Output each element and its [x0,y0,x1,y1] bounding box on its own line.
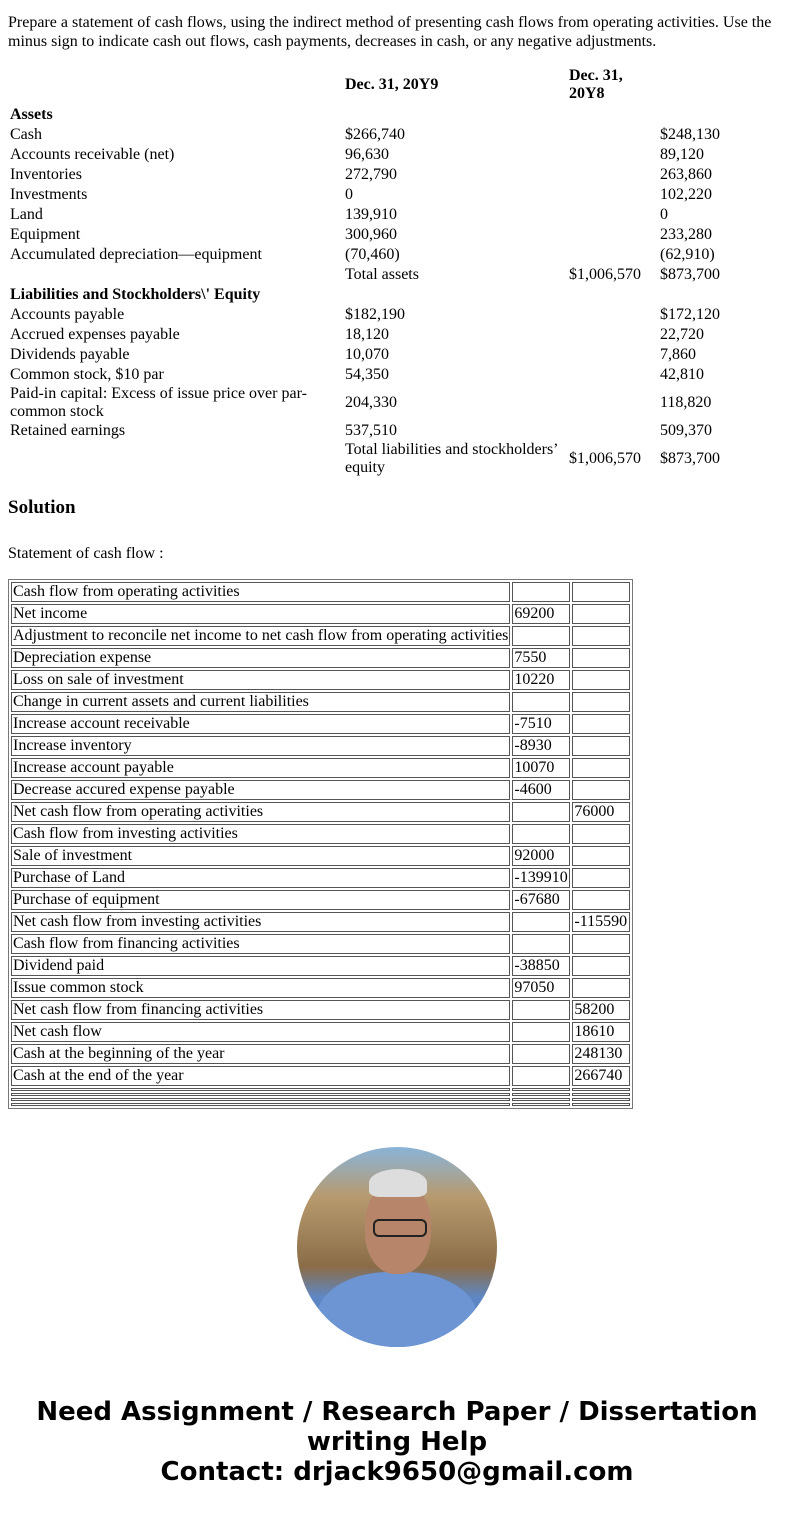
table-row [8,205,794,225]
table-cell: (70,460) [345,246,400,263]
table-cell [567,185,658,205]
table-cell [572,868,630,888]
empty-cell [11,1093,510,1096]
footer-line-2: Contact: drjack9650@gmail.com [160,1457,634,1487]
table-cell: Cash at the end of the year [11,1066,510,1086]
table-cell: 7550 [512,648,570,668]
table-cell: Loss on sale of investment [11,670,510,690]
column-header: Dec. 31, 20Y8 [569,67,623,102]
table-cell: Accounts payable [10,306,125,323]
balance-sheet-table [8,65,794,477]
table-cell: -115590 [572,912,630,932]
table-cell [572,758,630,778]
table-cell: 22,720 [660,326,704,343]
empty-cell [11,1088,510,1091]
table-cell [343,105,567,125]
section-heading-row [8,105,794,125]
table-cell: 300,960 [345,226,397,243]
table-row [11,824,630,844]
table-cell: $248,130 [660,126,720,143]
empty-cell [11,1098,510,1101]
table-cell: Net cash flow from operating activities [11,802,510,822]
table-row [11,846,630,866]
empty-row [11,1098,630,1101]
table-cell [572,780,630,800]
table-row [8,305,794,325]
table-row [11,868,630,888]
table-cell: -4600 [512,780,570,800]
empty-cell [512,1098,570,1101]
table-row [8,125,794,145]
table-cell: Net cash flow [11,1022,510,1042]
table-cell: 97050 [512,978,570,998]
table-cell: -139910 [512,868,570,888]
table-row [11,1022,630,1042]
empty-cell [572,1088,630,1091]
table-cell: 7,860 [660,346,696,363]
table-cell [512,1044,570,1064]
table-cell [512,1022,570,1042]
table-row [8,441,794,477]
table-cell [572,648,630,668]
table-row [11,736,630,756]
table-cell [572,626,630,646]
table-cell [572,692,630,712]
table-cell: 204,330 [345,394,397,411]
author-photo [297,1147,497,1347]
question-text: Prepare a statement of cash flows, using the indirect method of presenting cash flows from operating activities. Use the minus sign to indicate cash out flows, cash payments, decreases in cash, or any negative adjustments. [8,14,772,50]
table-cell [572,978,630,998]
table-cell [572,670,630,690]
table-cell: 18,120 [345,326,389,343]
table-cell [572,714,630,734]
empty-cell [572,1093,630,1096]
table-cell: 10220 [512,670,570,690]
table-cell: Investments [10,186,88,203]
footer-line-1: Need Assignment / Research Paper / Dissertation writing Help [36,1397,758,1457]
table-row [8,365,794,385]
table-row [11,890,630,910]
table-row [11,802,630,822]
table-cell: Issue common stock [11,978,510,998]
table-row [11,912,630,932]
table-cell: 58200 [572,1000,630,1020]
table-cell: Accumulated depreciation—equipment [10,246,262,263]
table-row [11,714,630,734]
table-cell [8,265,343,285]
table-cell [567,105,658,125]
table-cell: $1,006,570 [569,266,641,283]
table-row [11,1000,630,1020]
table-cell [572,604,630,624]
table-cell: 102,220 [660,186,712,203]
statement-label: Statement of cash flow : [8,545,164,562]
table-cell [572,846,630,866]
table-cell: Accrued expenses payable [10,326,180,343]
table-cell: 42,810 [660,366,704,383]
table-cell [567,245,658,265]
table-cell: $172,120 [660,306,720,323]
solution-heading: Solution [8,497,76,518]
table-cell [512,824,570,844]
table-row [11,1044,630,1064]
table-cell: 266740 [572,1066,630,1086]
table-cell: Total liabilities and stockholders’ equity [345,441,558,476]
table-cell: 10,070 [345,346,389,363]
column-header [658,65,794,105]
table-cell: Increase inventory [11,736,510,756]
table-cell: $266,740 [345,126,405,143]
table-cell: 248130 [572,1044,630,1064]
table-cell: Sale of investment [11,846,510,866]
table-cell: 18610 [572,1022,630,1042]
table-cell: Purchase of equipment [11,890,510,910]
empty-row [11,1088,630,1091]
table-cell [567,305,658,325]
table-cell: Net income [11,604,510,624]
table-cell [658,285,794,305]
table-row [8,165,794,185]
table-cell: $182,190 [345,306,405,323]
cash-flow-table [8,579,633,1109]
empty-cell [512,1093,570,1096]
table-cell: Accounts receivable (net) [10,146,175,163]
table-cell: $873,700 [660,450,720,467]
empty-cell [512,1088,570,1091]
table-row [8,225,794,245]
table-cell: 0 [660,206,668,223]
table-cell [512,626,570,646]
table-row [8,185,794,205]
table-cell: Purchase of Land [11,868,510,888]
table-cell [567,125,658,145]
empty-row [11,1103,630,1106]
table-cell [572,934,630,954]
table-cell [8,441,343,477]
table-cell: 139,910 [345,206,397,223]
table-cell: 76000 [572,802,630,822]
table-cell: 118,820 [660,394,712,411]
table-row [8,245,794,265]
table-cell: Depreciation expense [11,648,510,668]
table-cell [343,285,567,305]
table-cell: 272,790 [345,166,397,183]
table-cell: 89,120 [660,146,704,163]
table-cell [572,956,630,976]
table-row [11,1066,630,1086]
table-row [8,265,794,285]
empty-cell [11,1103,510,1106]
table-row [11,648,630,668]
table-row [8,421,794,441]
table-cell: 54,350 [345,366,389,383]
table-row [8,145,794,165]
table-cell: Cash [10,126,42,143]
column-header: Dec. 31, 20Y9 [345,76,439,93]
table-cell: 0 [345,186,353,203]
table-cell: Net cash flow from financing activities [11,1000,510,1020]
table-cell: -7510 [512,714,570,734]
table-cell [658,105,794,125]
table-row [11,978,630,998]
table-cell: Land [10,206,43,223]
table-cell: $1,006,570 [569,450,641,467]
table-cell: Common stock, $10 par [10,366,164,383]
table-cell: 233,280 [660,226,712,243]
table-cell [567,285,658,305]
table-cell [567,365,658,385]
table-cell: 509,370 [660,422,712,439]
table-cell: Assets [10,106,53,123]
table-row [11,692,630,712]
table-cell: Dividends payable [10,346,130,363]
table-row [11,934,630,954]
table-cell: Liabilities and Stockholders\' Equity [10,286,261,303]
table-cell: 96,630 [345,146,389,163]
table-cell: Total assets [345,266,419,283]
table-row [11,956,630,976]
table-cell: Decrease accured expense payable [11,780,510,800]
table-cell [572,582,630,602]
table-row [11,670,630,690]
table-cell: 263,860 [660,166,712,183]
table-cell: Cash flow from operating activities [11,582,510,602]
table-row [8,385,794,421]
table-cell: Increase account payable [11,758,510,778]
table-cell [567,205,658,225]
table-cell [512,1000,570,1020]
table-cell: -38850 [512,956,570,976]
header-row [8,65,794,105]
table-row [8,345,794,365]
table-cell: 69200 [512,604,570,624]
table-cell: Change in current assets and current liabilities [11,692,510,712]
table-cell [567,345,658,365]
empty-row [11,1093,630,1096]
table-cell [512,802,570,822]
table-cell: 92000 [512,846,570,866]
table-cell [567,225,658,245]
table-cell: Adjustment to reconcile net income to net cash flow from operating activities [13,627,509,644]
table-row [11,758,630,778]
table-cell [567,325,658,345]
table-cell [512,934,570,954]
table-cell: Dividend paid [11,956,510,976]
column-header [8,65,343,105]
table-cell: Cash flow from investing activities [11,824,510,844]
table-cell: 537,510 [345,422,397,439]
table-cell: Net cash flow from investing activities [11,912,510,932]
empty-cell [572,1103,630,1106]
table-cell [512,912,570,932]
table-cell: (62,910) [660,246,715,263]
table-cell [512,1066,570,1086]
table-cell [512,582,570,602]
table-cell [572,736,630,756]
table-cell: Retained earnings [10,422,126,439]
empty-cell [572,1098,630,1101]
table-cell [567,385,658,421]
table-cell [567,421,658,441]
table-row [11,582,630,602]
table-row [11,780,630,800]
table-row [11,626,630,646]
table-cell [567,165,658,185]
table-row [8,325,794,345]
table-cell: Increase account receivable [11,714,510,734]
table-cell: -8930 [512,736,570,756]
table-cell: -67680 [512,890,570,910]
table-cell: Equipment [10,226,81,243]
table-cell: Cash at the beginning of the year [11,1044,510,1064]
table-cell: $873,700 [660,266,720,283]
table-cell: Paid-in capital: Excess of issue price over par-common stock [10,385,307,420]
contact-banner [0,1397,794,1487]
section-heading-row [8,285,794,305]
table-row [11,604,630,624]
table-cell [572,890,630,910]
table-cell: Cash flow from financing activities [11,934,510,954]
table-cell [512,692,570,712]
empty-cell [512,1103,570,1106]
table-cell: 10070 [512,758,570,778]
table-cell [567,145,658,165]
table-cell [572,824,630,844]
table-cell: Inventories [10,166,82,183]
